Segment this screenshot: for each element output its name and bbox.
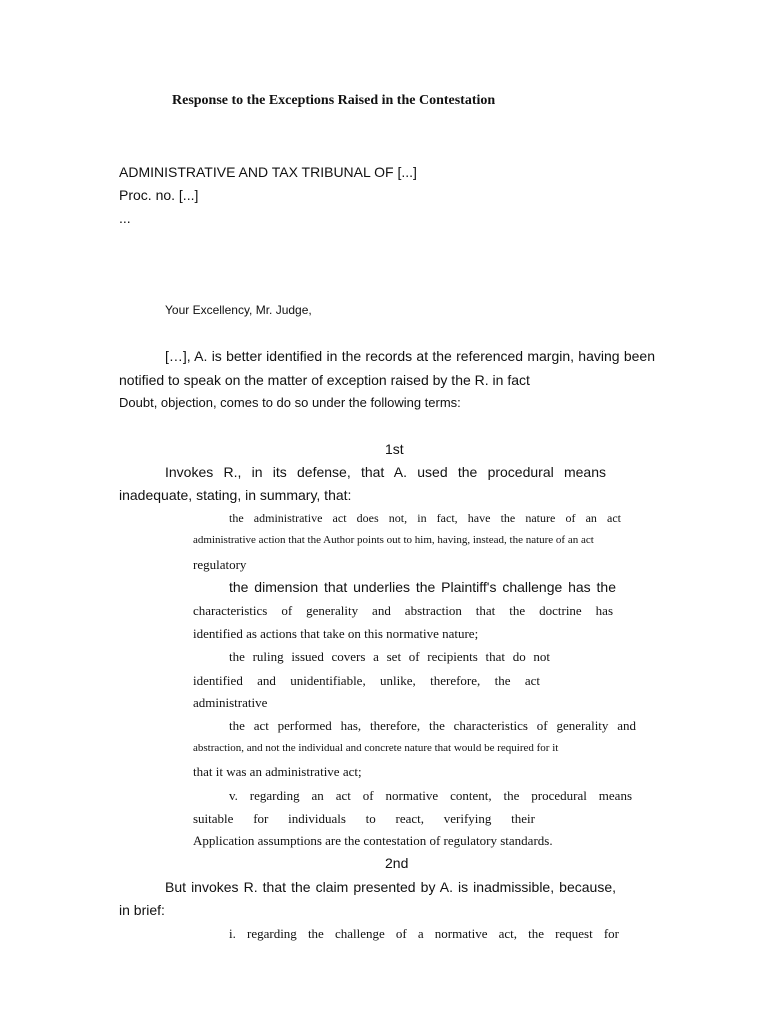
document-title: Response to the Exceptions Raised in the Contestation bbox=[172, 93, 496, 108]
process-number: Proc. no. [...] bbox=[119, 187, 199, 203]
section-heading-2nd: 2nd bbox=[385, 855, 409, 871]
list-item-line: abstraction, and not the individual and concrete nature that would be required for it bbox=[193, 742, 559, 754]
salutation: Your Excellency, Mr. Judge, bbox=[165, 303, 312, 317]
list-item-line: administrative bbox=[193, 695, 268, 710]
list-item-line: that it was an administrative act; bbox=[193, 764, 362, 779]
section2-para-line: in brief: bbox=[119, 902, 165, 918]
list-item-line: i. regarding the challenge of a normative act, the request for bbox=[229, 926, 619, 941]
list-item-line: identified as actions that take on this normative nature; bbox=[193, 626, 479, 641]
list-item-line: the administrative act does not, in fact, have the nature of an act bbox=[229, 511, 621, 525]
list-item-line: Application assumptions are the contestation of regulatory standards. bbox=[193, 833, 553, 848]
list-item-line: v. regarding an act of normative content, the procedural means bbox=[229, 788, 632, 803]
list-item-line: the act performed has, therefore, the characteristics of generality and bbox=[229, 718, 636, 733]
section1-para-line: Invokes R., in its defense, that A. used the procedural means bbox=[165, 464, 606, 480]
list-item-line: the dimension that underlies the Plaintiff's challenge has the bbox=[229, 579, 616, 595]
list-item-line: identified and unidentifiable, unlike, therefore, the act bbox=[193, 673, 540, 688]
section2-para-line: But invokes R. that the claim presented by A. is inadmissible, because, bbox=[165, 879, 616, 895]
section-heading-1st: 1st bbox=[385, 441, 404, 457]
intro-line: […], A. is better identified in the records at the referenced margin, having been bbox=[165, 348, 655, 364]
list-item-line: suitable for individuals to react, verifying their bbox=[193, 811, 535, 826]
tribunal-line: ADMINISTRATIVE AND TAX TRIBUNAL OF [...] bbox=[119, 164, 417, 180]
section1-para-line: inadequate, stating, in summary, that: bbox=[119, 487, 352, 503]
intro-line: notified to speak on the matter of exception raised by the R. in fact bbox=[119, 372, 530, 388]
intro-line: Doubt, objection, comes to do so under the following terms: bbox=[119, 395, 461, 410]
header-ellipsis: ... bbox=[119, 210, 131, 226]
list-item-line: the ruling issued covers a set of recipients that do not bbox=[229, 649, 550, 664]
list-item-line: administrative action that the Author points out to him, having, instead, the nature of an act bbox=[193, 534, 594, 546]
list-item-line: regulatory bbox=[193, 557, 247, 572]
list-item-line: characteristics of generality and abstraction that the doctrine has bbox=[193, 603, 613, 618]
